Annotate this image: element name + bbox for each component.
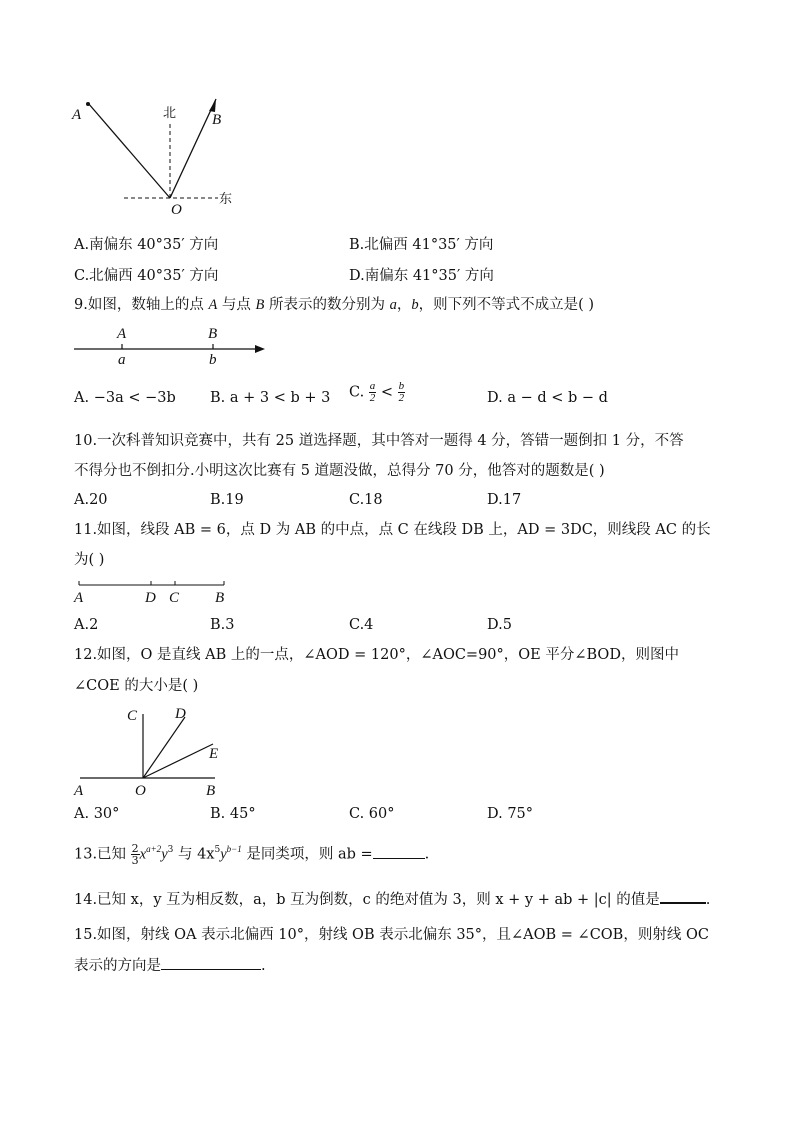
q14-end: .: [705, 892, 711, 908]
q11-option-c[interactable]: C.4: [349, 617, 374, 633]
q13-exp-1: a+2: [146, 843, 162, 854]
q9-option-b[interactable]: B. a + 3 < b + 3: [210, 390, 331, 406]
q13-text-post: 是同类项，则 ab =: [241, 846, 373, 863]
q13-stem: [74, 843, 429, 867]
q8-option-c[interactable]: C.北偏西 40°35′ 方向: [74, 268, 219, 284]
ang-label-A: A: [74, 783, 84, 799]
q10-option-a[interactable]: A.20: [74, 492, 108, 508]
seg-label-D: D: [145, 590, 156, 606]
q10-stem-line1: 10.一次科普知识竞赛中，共有 25 道选择题，其中答对一题得 4 分，答错一题倒扣 1 分，不答: [74, 433, 684, 449]
q9-var-a: a: [389, 297, 397, 313]
q11-stem-line2: 为( ): [74, 552, 105, 568]
q9-var-b: b: [411, 297, 419, 313]
q9-text-4: ，: [396, 297, 412, 313]
q9-point-b: B: [255, 297, 265, 313]
q14-text: 14.已知 x，y 互为相反数，a，b 互为倒数，c 的绝对值为 3，则 x + y + ab + |c| 的值是: [74, 892, 660, 908]
q9-option-a[interactable]: A. −3a < −3b: [74, 390, 176, 406]
q8-option-d[interactable]: D.南偏东 41°35′ 方向: [349, 268, 494, 284]
direction-figure: [0, 0, 794, 230]
q12-stem-line2: ∠COE 的大小是( ): [74, 678, 199, 694]
ang-label-O: O: [135, 783, 146, 799]
q15-stem-line2: [74, 955, 266, 976]
q13-fraction: $\frac{2}{3}$: [131, 842, 139, 867]
q9-option-d[interactable]: D. a − d < b − d: [487, 390, 608, 406]
q9-text-3: 所表示的数分别为: [264, 297, 390, 313]
nl-label-b: b: [209, 352, 217, 368]
ang-label-E: E: [209, 746, 219, 762]
q11-stem-line1: 11.如图，线段 AB = 6，点 D 为 AB 的中点，点 C 在线段 DB 上，AD = 3DC，则线段 AC 的长: [74, 522, 711, 538]
q15-end: .: [261, 958, 266, 974]
ray-od: [143, 717, 185, 778]
q13-y: y: [161, 846, 168, 863]
q10-option-b[interactable]: B.19: [210, 492, 244, 508]
arrow-head-b: [209, 99, 216, 112]
number-line-arrow: [255, 345, 265, 353]
seg-label-C: C: [169, 590, 180, 606]
q13-end: .: [424, 846, 430, 863]
q12-option-a[interactable]: A. 30°: [74, 806, 120, 822]
q13-text-mid: 与 4x: [173, 846, 215, 863]
q8-option-b[interactable]: B.北偏西 41°35′ 方向: [349, 237, 494, 253]
q15-text: 表示的方向是: [74, 958, 161, 974]
q11-option-b[interactable]: B.3: [210, 617, 235, 633]
number-line-figure: [0, 320, 794, 370]
q9-option-c[interactable]: [349, 381, 405, 404]
segment-figure: [0, 575, 794, 610]
q11-option-d[interactable]: D.5: [487, 617, 512, 633]
q14-answer-blank[interactable]: [660, 888, 706, 904]
q10-option-d[interactable]: D.17: [487, 492, 522, 508]
q12-stem-line1: 12.如图，O 是直线 AB 上的一点，∠AOD = 120°，∠AOC=90°，OE 平分∠BOD，则图中: [74, 647, 679, 663]
q9-c-label: C.: [349, 384, 365, 401]
seg-label-A: A: [74, 590, 84, 606]
q12-option-b[interactable]: B. 45°: [210, 806, 256, 822]
q8-option-a[interactable]: A.南偏东 40°35′ 方向: [74, 237, 219, 253]
q13-answer-blank[interactable]: [373, 844, 425, 859]
nl-label-a: a: [118, 352, 126, 368]
q12-option-c[interactable]: C. 60°: [349, 806, 395, 822]
seg-label-B: B: [215, 590, 225, 606]
q9-text-5: ，则下列不等式不成立是( ): [418, 297, 595, 313]
label-a: A: [72, 107, 82, 123]
q9-c-lt: <: [380, 384, 394, 401]
label-east: 东: [219, 192, 233, 207]
q14-stem: [74, 888, 710, 910]
q10-option-c[interactable]: C.18: [349, 492, 383, 508]
angle-figure: [0, 700, 794, 800]
q9-point-a: A: [208, 297, 218, 313]
q9-text-1: 9.如图，数轴上的点: [74, 297, 209, 313]
ang-label-B: B: [206, 783, 216, 799]
label-b: B: [212, 112, 222, 128]
q13-exp-3: 5: [214, 844, 221, 855]
q9-stem: [74, 295, 594, 315]
label-o: O: [171, 202, 182, 218]
q13-exp-4: b−1: [226, 843, 242, 854]
q15-stem-line1: 15.如图，射线 OA 表示北偏西 10°，射线 OB 表示北偏东 35°，且∠AOB = ∠COB，则射线 OC: [74, 927, 709, 943]
q11-option-a[interactable]: A.2: [74, 617, 99, 633]
ray-oe: [143, 744, 213, 778]
label-north: 北: [163, 106, 177, 121]
q10-stem-line2: 不得分也不倒扣分.小明这次比赛有 5 道题没做，总得分 70 分，他答对的题数是( ): [74, 463, 605, 479]
q12-option-d[interactable]: D. 75°: [487, 806, 534, 822]
q9-text-2: 与点: [217, 297, 256, 313]
ray-ob: [170, 99, 216, 198]
ray-oa: [88, 103, 170, 198]
q13-text-pre: 13.已知: [74, 846, 131, 863]
q9-c-frac-2: $\frac{b}{2}$: [398, 380, 405, 404]
q15-answer-blank[interactable]: [161, 955, 261, 970]
nl-label-A: A: [117, 326, 127, 342]
q13-y2: y: [220, 846, 227, 863]
q13-exp-2: 3: [167, 844, 174, 855]
ang-label-D: D: [175, 706, 186, 722]
q13-x: x: [139, 846, 147, 863]
point-a-dot: [86, 102, 90, 106]
ang-label-C: C: [127, 708, 138, 724]
q9-c-frac-1: $\frac{a}{2}$: [369, 380, 376, 404]
nl-label-B: B: [208, 326, 218, 342]
